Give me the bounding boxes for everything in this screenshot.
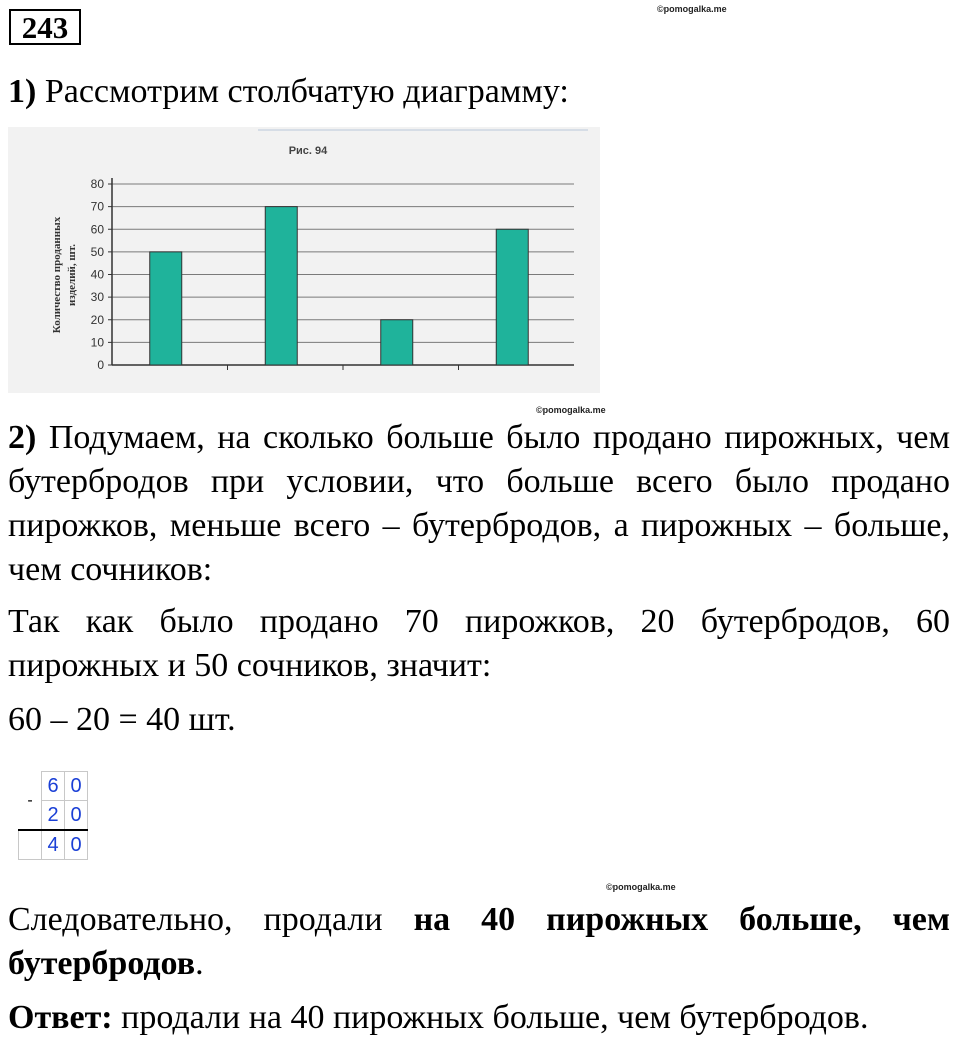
step2-paragraph <box>8 416 950 592</box>
step1-text: Рассмотрим столбчатую диаграмму: <box>36 73 569 110</box>
digit-cell: 2 <box>42 801 65 831</box>
bar <box>496 229 528 365</box>
bar-chart <box>8 127 600 393</box>
answer-paragraph <box>8 996 950 1040</box>
y-tick-label: 40 <box>90 267 104 282</box>
y-tick-label: 0 <box>97 358 104 372</box>
y-tick-label: 60 <box>90 222 104 237</box>
y-tick-label: 80 <box>90 177 104 191</box>
y-axis-label-line1: Количество проданных <box>51 216 63 334</box>
minus-sign: - <box>19 772 42 831</box>
watermark-top: ©pomogalka.me <box>657 4 727 14</box>
equation: 60 – 20 = 40 шт. <box>8 701 236 738</box>
chart-title: Рис. 94 <box>288 145 328 157</box>
watermark-bottom: ©pomogalka.me <box>606 882 676 892</box>
y-tick-label: 20 <box>90 312 104 327</box>
answer-label: Ответ: <box>8 999 113 1036</box>
digit-cell: 0 <box>65 801 88 831</box>
task-number: 243 <box>9 9 81 45</box>
conclusion-bold: на 40 пирожных больше, чем бутербродов <box>8 901 950 982</box>
digit-cell: 6 <box>42 772 65 801</box>
y-tick-label: 50 <box>90 244 104 259</box>
conclusion-paragraph <box>8 898 950 986</box>
column-calculation <box>18 771 88 860</box>
step1-number: 1) <box>8 73 37 110</box>
bar <box>150 252 182 365</box>
conclusion-prefix: Следовательно, продали <box>8 901 414 938</box>
conclusion-suffix: . <box>195 945 204 982</box>
y-tick-label: 10 <box>90 335 104 350</box>
empty-cell <box>19 830 42 860</box>
bar <box>265 207 297 365</box>
bar-chart-svg <box>8 127 600 393</box>
bar <box>381 320 413 365</box>
y-tick-label: 30 <box>90 290 104 305</box>
digit-cell: 0 <box>65 772 88 801</box>
watermark-chart: ©pomogalka.me <box>536 405 606 415</box>
reasoning-paragraph: Так как было продано 70 пирожков, 20 бутербродов, 60 пирожных и 50 сочников, значит: <box>8 603 950 684</box>
result-digit-cell: 4 <box>42 830 65 860</box>
result-digit-cell: 0 <box>65 830 88 860</box>
step2-number: 2) <box>8 419 37 456</box>
y-tick-label: 70 <box>90 199 104 214</box>
step1-paragraph <box>8 70 950 114</box>
step2-text: Подумаем, на сколько больше было продано пирожных, чем бутербродов при условии, что больше всего было продано пирожков, меньше всего – бутербродов, а пирожных – больше, чем сочников: <box>8 419 950 588</box>
answer-text: продали на 40 пирожных больше, чем бутербродов. <box>112 999 869 1036</box>
y-axis-label-line2: изделий, шт. <box>66 244 78 306</box>
